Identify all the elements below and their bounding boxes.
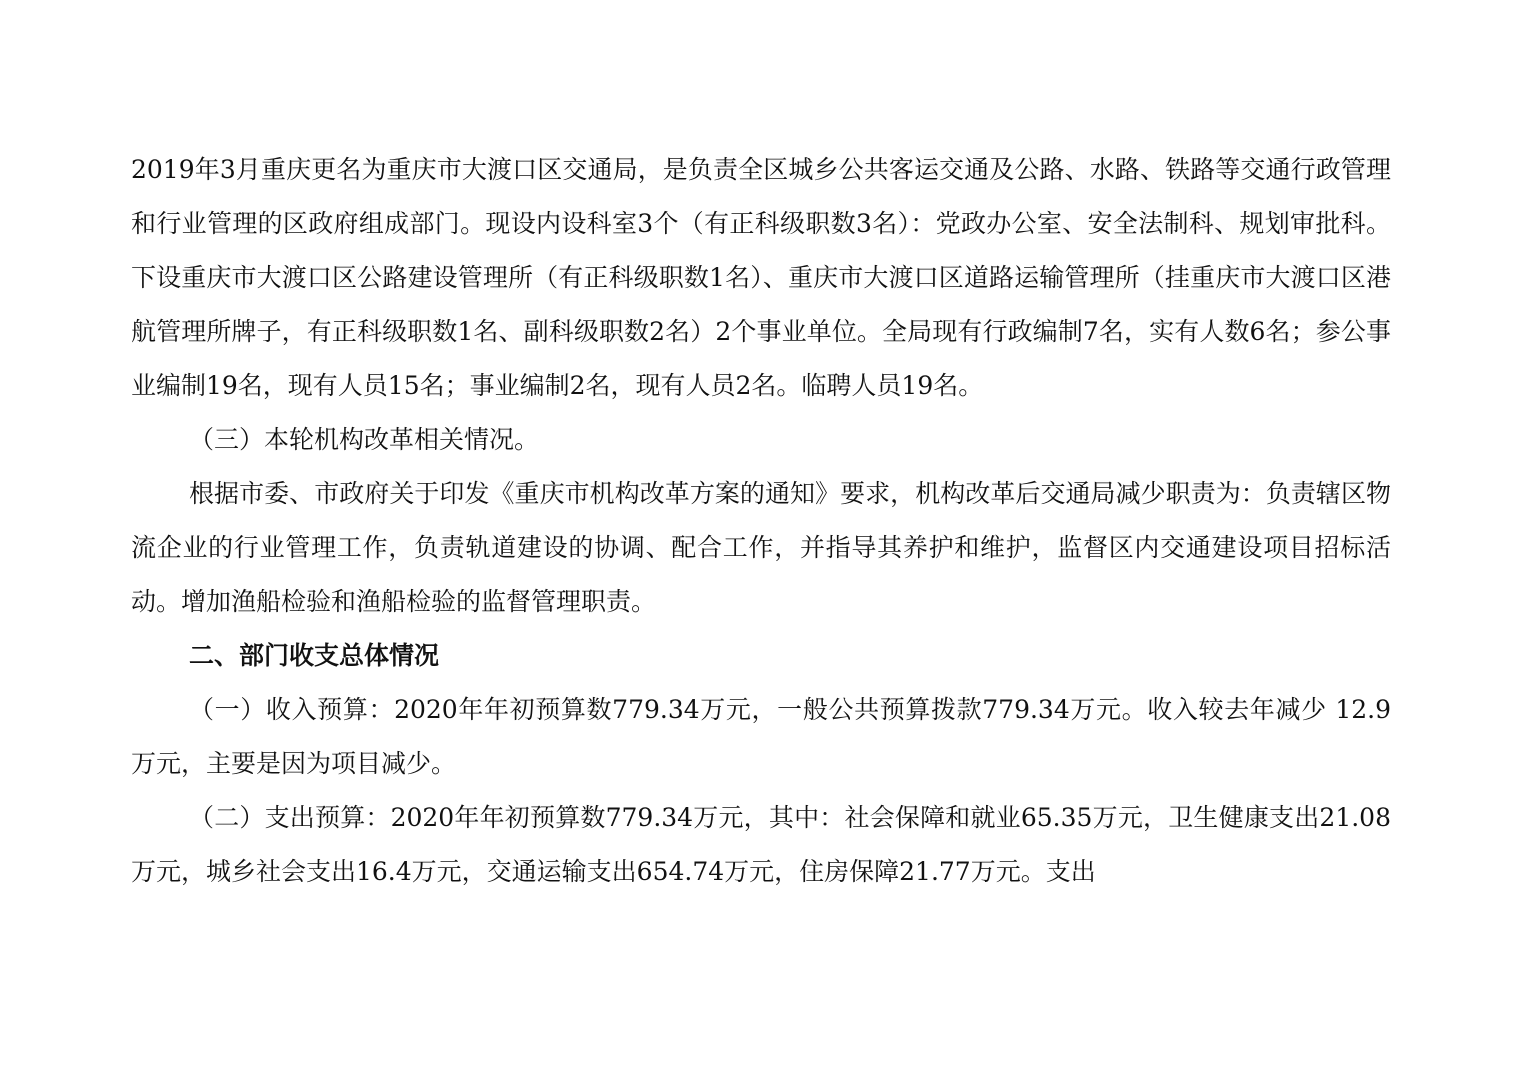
- paragraph-expense-budget: （二）支出预算：2020年年初预算数779.34万元，其中：社会保障和就业65.35万元，卫生健康支出21.08万元，城乡社会支出16.4万元，交通运输支出654.74万元，住房保障21.77万元。支出: [131, 803, 1391, 886]
- subheading-reform: （三）本轮机构改革相关情况。: [189, 425, 540, 454]
- paragraph-agency-overview: 2019年3月重庆更名为重庆市大渡口区交通局，是负责全区城乡公共客运交通及公路、水路、铁路等交通行政管理和行业管理的区政府组成部门。现设内设科室3个（有正科级职数3名）：党政办公室、安全法制科、规划审批科。下设重庆市大渡口区公路建设管理所（有正科级职数1名）、重庆市大渡口区道路运输管理所（挂重庆市大渡口区港航管理所牌子，有正科级职数1名、副科级职数2名）2个事业单位。全局现有行政编制7名，实有人数6名；参公事业编制19名，现有人员15名；事业编制2名，现有人员2名。临聘人员19名。: [131, 155, 1391, 400]
- section-heading-budget: 二、部门收支总体情况: [189, 641, 440, 670]
- paragraph-income-budget: （一）收入预算：2020年年初预算数779.34万元，一般公共预算拨款779.34万元。收入较去年减少 12.9万元，主要是因为项目减少。: [131, 695, 1391, 778]
- paragraph-reform-details: 根据市委、市政府关于印发《重庆市机构改革方案的通知》要求，机构改革后交通局减少职责为：负责辖区物流企业的行业管理工作，负责轨道建设的协调、配合工作，并指导其养护和维护，监督区内交通建设项目招标活动。增加渔船检验和渔船检验的监督管理职责。: [131, 479, 1391, 616]
- document-body: [131, 143, 1391, 899]
